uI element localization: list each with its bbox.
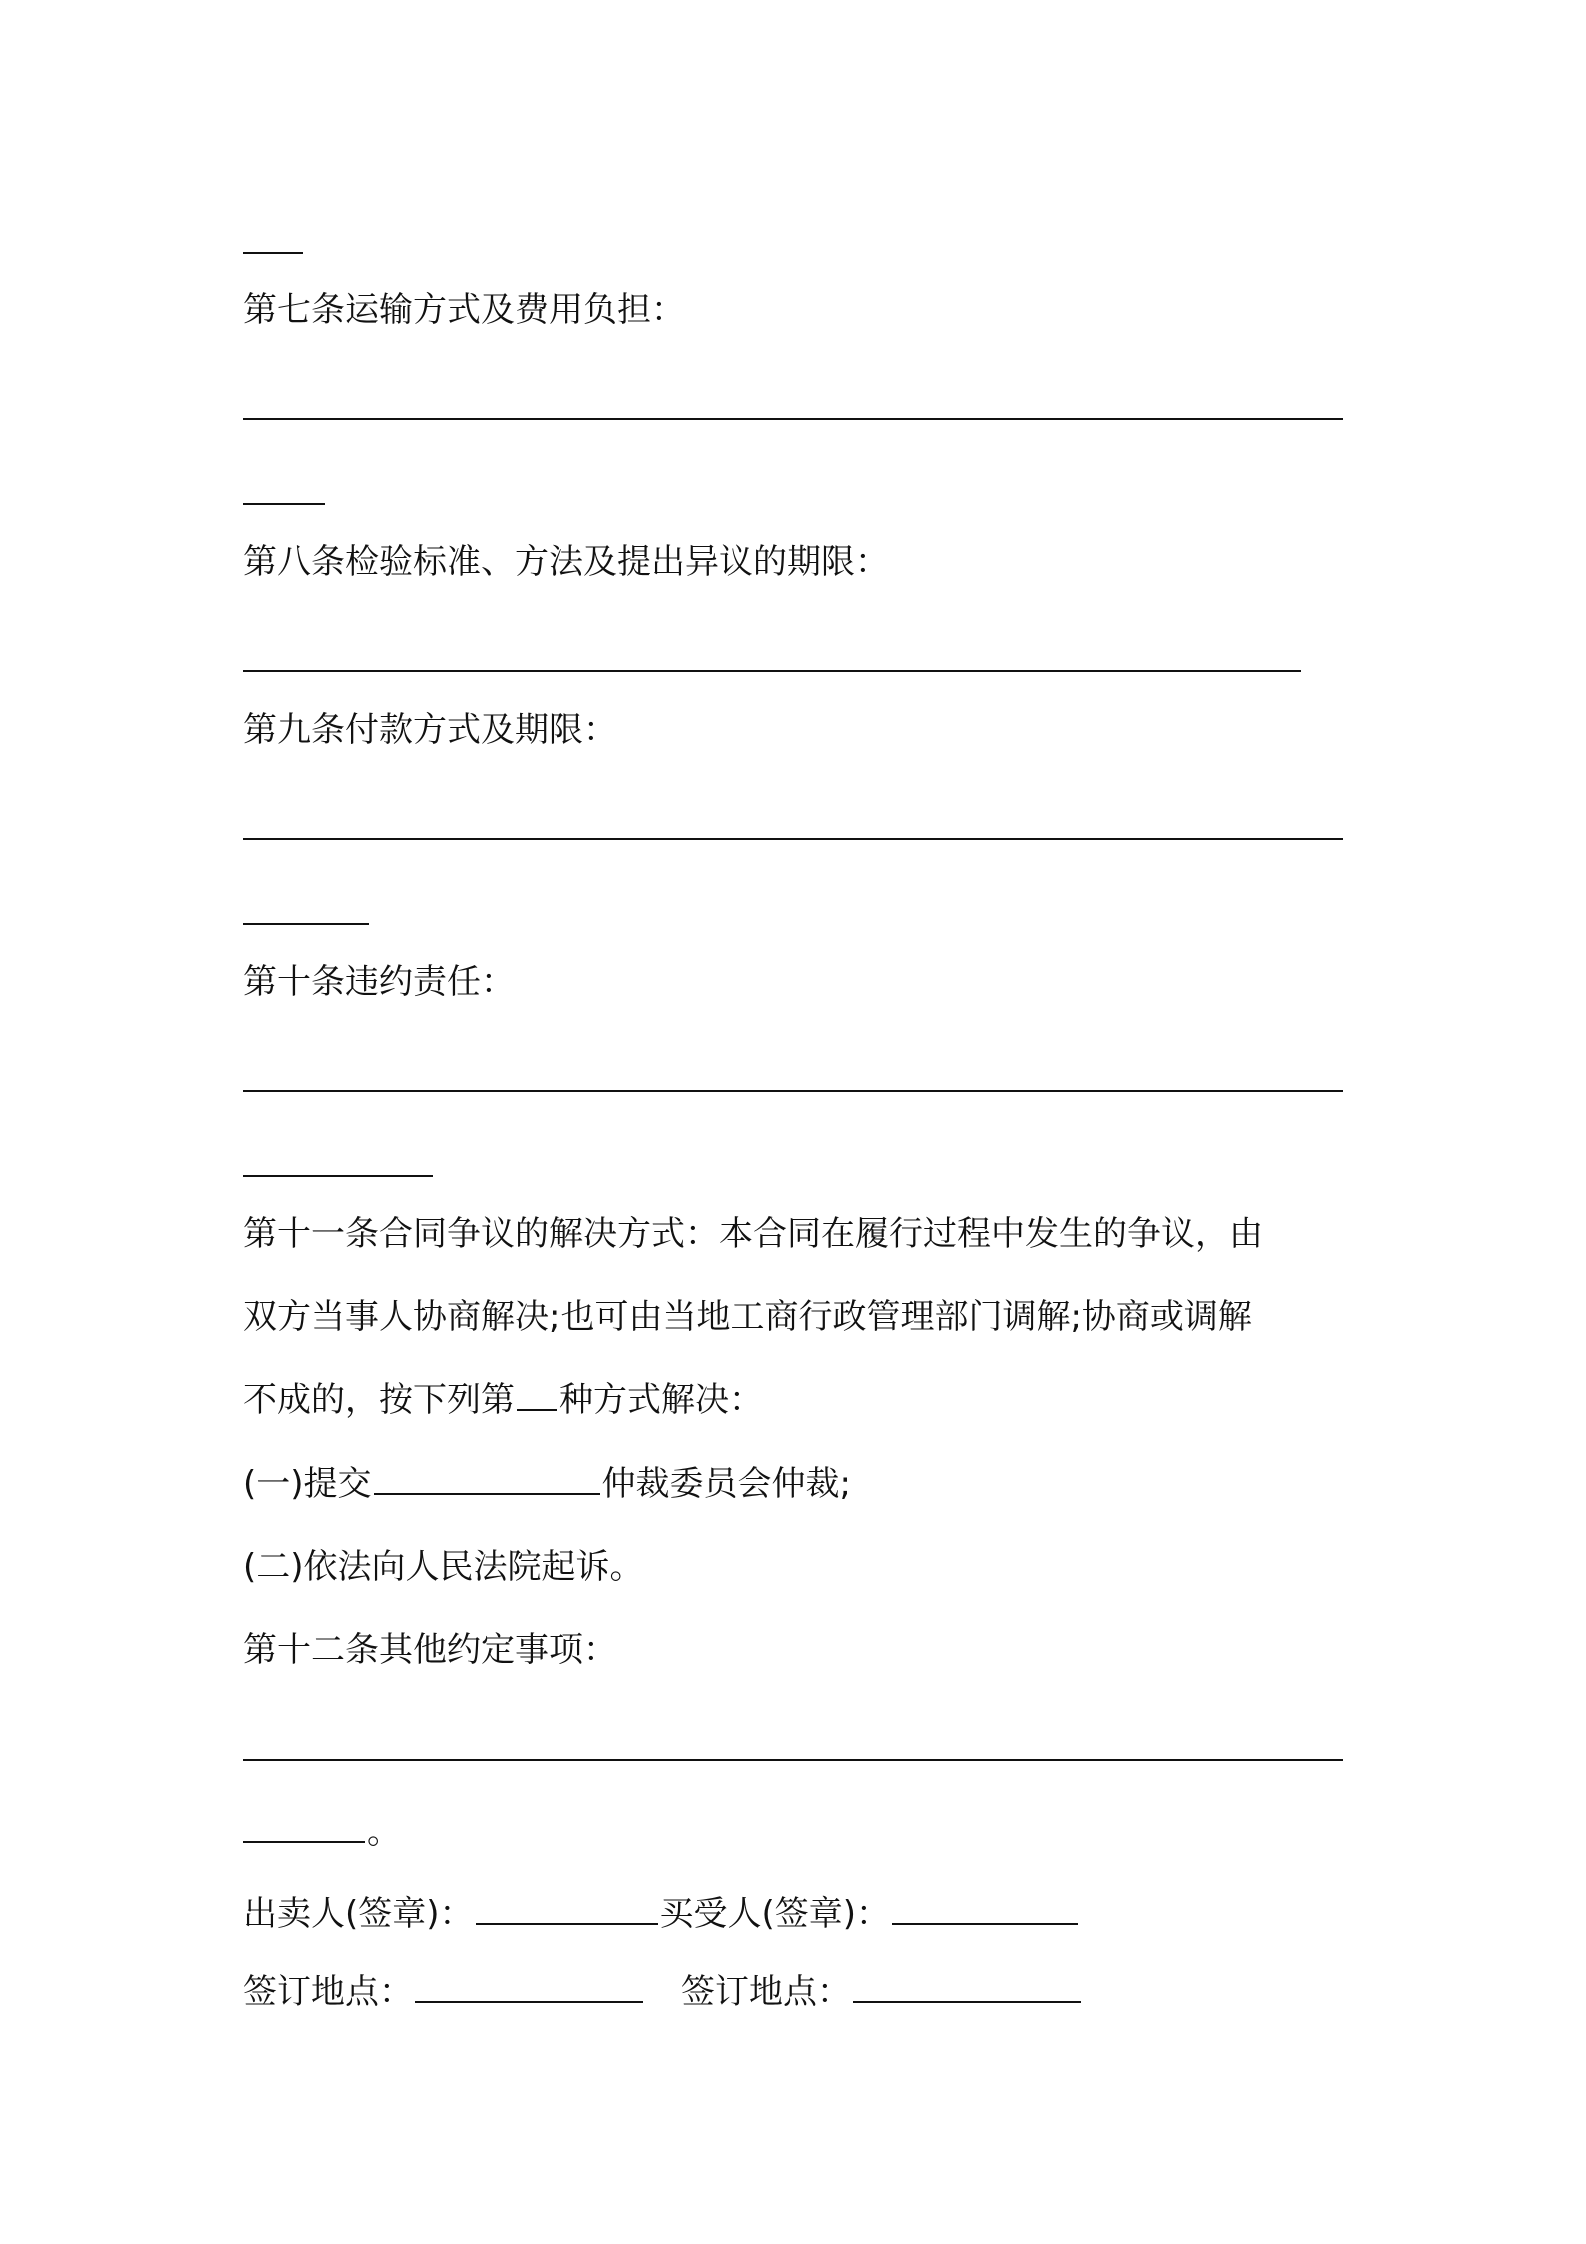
blank-line bbox=[243, 923, 369, 925]
seller-label: 出卖人(签章)： bbox=[243, 1894, 474, 1934]
seller-signature-blank bbox=[476, 1893, 658, 1925]
place-blank-2 bbox=[853, 1971, 1081, 2003]
option-1-post: 仲裁委员会仲裁; bbox=[601, 1464, 851, 1504]
place-blank-1 bbox=[415, 1971, 643, 2003]
article-8-heading: 第八条检验标准、方法及提出异议的期限： bbox=[243, 542, 889, 582]
option-1-pre: (一)提交 bbox=[243, 1464, 372, 1504]
arbitration-commission-blank bbox=[374, 1463, 600, 1495]
article-12-end bbox=[243, 1810, 401, 1854]
blank-line bbox=[243, 1759, 1343, 1761]
blank-line bbox=[243, 1811, 365, 1843]
signature-row bbox=[243, 1892, 1080, 1936]
article-11-line-3-post: 种方式解决： bbox=[559, 1380, 763, 1420]
article-11-line-2: 双方当事人协商解决;也可由当地工商行政管理部门调解;协商或调解 bbox=[243, 1297, 1252, 1337]
blank-line bbox=[243, 1090, 1343, 1092]
article-12-end-mark: 。 bbox=[367, 1812, 401, 1852]
blank-line bbox=[243, 1175, 433, 1177]
option-2: (二)依法向人民法院起诉。 bbox=[243, 1547, 644, 1587]
article-11-line-1: 第十一条合同争议的解决方式：本合同在履行过程中发生的争议，由 bbox=[243, 1214, 1263, 1254]
choice-blank bbox=[517, 1379, 557, 1411]
buyer-signature-blank bbox=[892, 1893, 1078, 1925]
blank-line bbox=[243, 252, 303, 254]
place-label-1: 签订地点： bbox=[243, 1972, 413, 2012]
article-11-line-3 bbox=[243, 1378, 763, 1422]
article-9-heading: 第九条付款方式及期限： bbox=[243, 710, 617, 750]
article-11-line-3-pre: 不成的，按下列第 bbox=[243, 1380, 515, 1420]
place-label-2: 签订地点： bbox=[681, 1972, 851, 2012]
option-1 bbox=[243, 1462, 851, 1506]
article-10-heading: 第十条违约责任： bbox=[243, 962, 515, 1002]
place-row bbox=[243, 1970, 1083, 2014]
article-12-heading: 第十二条其他约定事项： bbox=[243, 1630, 617, 1670]
blank-line bbox=[243, 503, 325, 505]
blank-line bbox=[243, 418, 1343, 420]
blank-line bbox=[243, 670, 1301, 672]
buyer-label: 买受人(签章)： bbox=[659, 1894, 891, 1934]
article-7-heading: 第七条运输方式及费用负担： bbox=[243, 290, 685, 330]
blank-line bbox=[243, 838, 1343, 840]
